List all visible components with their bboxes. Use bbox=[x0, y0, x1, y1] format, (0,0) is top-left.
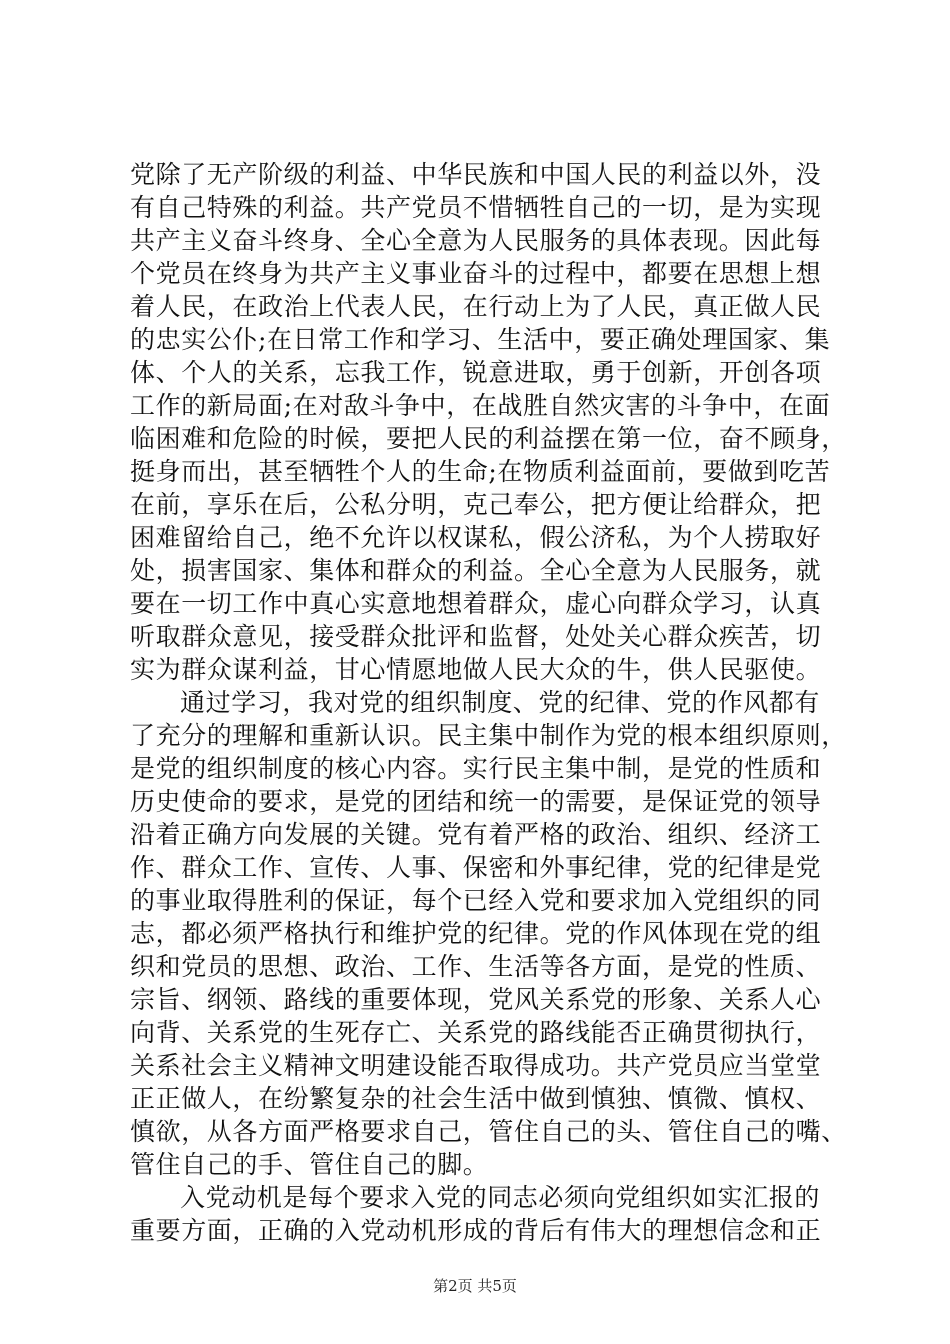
body-text bbox=[130, 158, 847, 1247]
text-line: 管住自己的手、管住自己的脚。 bbox=[130, 1150, 489, 1179]
text-line: 慎欲，从各方面严格要求自己，管住自己的头、管住自己的嘴、 bbox=[130, 1117, 847, 1146]
text-line: 的忠实公仆;在日常工作和学习、生活中，要正确处理国家、集 bbox=[130, 325, 831, 354]
text-line: 体、个人的关系，忘我工作，锐意进取，勇于创新，开创各项 bbox=[130, 358, 822, 387]
text-line: 着人民，在政治上代表人民，在行动上为了人民，真正做人民 bbox=[130, 292, 822, 321]
text-line: 听取群众意见，接受群众批评和监督，处处关心群众疾苦，切 bbox=[130, 622, 822, 651]
text-line: 沿着正确方向发展的关键。党有着严格的政治、组织、经济工 bbox=[130, 820, 822, 849]
text-line: 挺身而出，甚至牺牲个人的生命;在物质利益面前，要做到吃苦 bbox=[130, 457, 831, 486]
text-line: 临困难和危险的时候，要把人民的利益摆在第一位，奋不顾身， bbox=[130, 424, 847, 453]
text-line: 历史使命的要求，是党的团结和统一的需要，是保证党的领导 bbox=[130, 787, 822, 816]
text-line: 志，都必须严格执行和维护党的纪律。党的作风体现在党的组 bbox=[130, 919, 822, 948]
text-line: 有自己特殊的利益。共产党员不惜牺牲自己的一切，是为实现 bbox=[130, 193, 822, 222]
text-line: 向背、关系党的生死存亡、关系党的路线能否正确贯彻执行， bbox=[130, 1018, 822, 1047]
text-line: 个党员在终身为共产主义事业奋斗的过程中，都要在思想上想 bbox=[130, 259, 822, 288]
text-line: 要在一切工作中真心实意地想着群众，虚心向群众学习，认真 bbox=[130, 589, 822, 618]
page-number-footer: 第2页 共5页 bbox=[433, 1277, 517, 1295]
text-line: 处，损害国家、集体和群众的利益。全心全意为人民服务，就 bbox=[130, 556, 822, 585]
text-line: 宗旨、纲领、路线的重要体现，党风关系党的形象、关系人心 bbox=[130, 985, 822, 1014]
text-line: 织和党员的思想、政治、工作、生活等各方面，是党的性质、 bbox=[130, 952, 822, 981]
text-line: 工作的新局面;在对敌斗争中，在战胜自然灾害的斗争中，在面 bbox=[130, 391, 831, 420]
text-line: 重要方面，正确的入党动机形成的背后有伟大的理想信念和正 bbox=[130, 1216, 822, 1245]
text-line: 困难留给自己，绝不允许以权谋私，假公济私，为个人捞取好 bbox=[130, 523, 822, 552]
text-line: 作、群众工作、宣传、人事、保密和外事纪律，党的纪律是党 bbox=[130, 853, 822, 882]
text-line: 是党的组织制度的核心内容。实行民主集中制，是党的性质和 bbox=[130, 754, 822, 783]
text-line: 正正做人，在纷繁复杂的社会生活中做到慎独、慎微、慎权、 bbox=[130, 1084, 822, 1113]
paragraph-first-line: 入党动机是每个要求入党的同志必须向党组织如实汇报的 bbox=[180, 1183, 821, 1212]
text-line: 在前，享乐在后，公私分明，克己奉公，把方便让给群众，把 bbox=[130, 490, 822, 519]
text-line: 关系社会主义精神文明建设能否取得成功。共产党员应当堂堂 bbox=[130, 1051, 822, 1080]
paragraph-first-line: 通过学习，我对党的组织制度、党的纪律、党的作风都有 bbox=[180, 688, 821, 717]
text-line: 的事业取得胜利的保证，每个已经入党和要求加入党组织的同 bbox=[130, 886, 822, 915]
text-line: 共产主义奋斗终身、全心全意为人民服务的具体表现。因此每 bbox=[130, 226, 822, 255]
text-line: 了充分的理解和重新认识。民主集中制作为党的根本组织原则， bbox=[130, 721, 847, 750]
text-line: 党除了无产阶级的利益、中华民族和中国人民的利益以外，没 bbox=[130, 160, 822, 189]
text-line: 实为群众谋利益，甘心情愿地做人民大众的牛，供人民驱使。 bbox=[130, 655, 822, 684]
